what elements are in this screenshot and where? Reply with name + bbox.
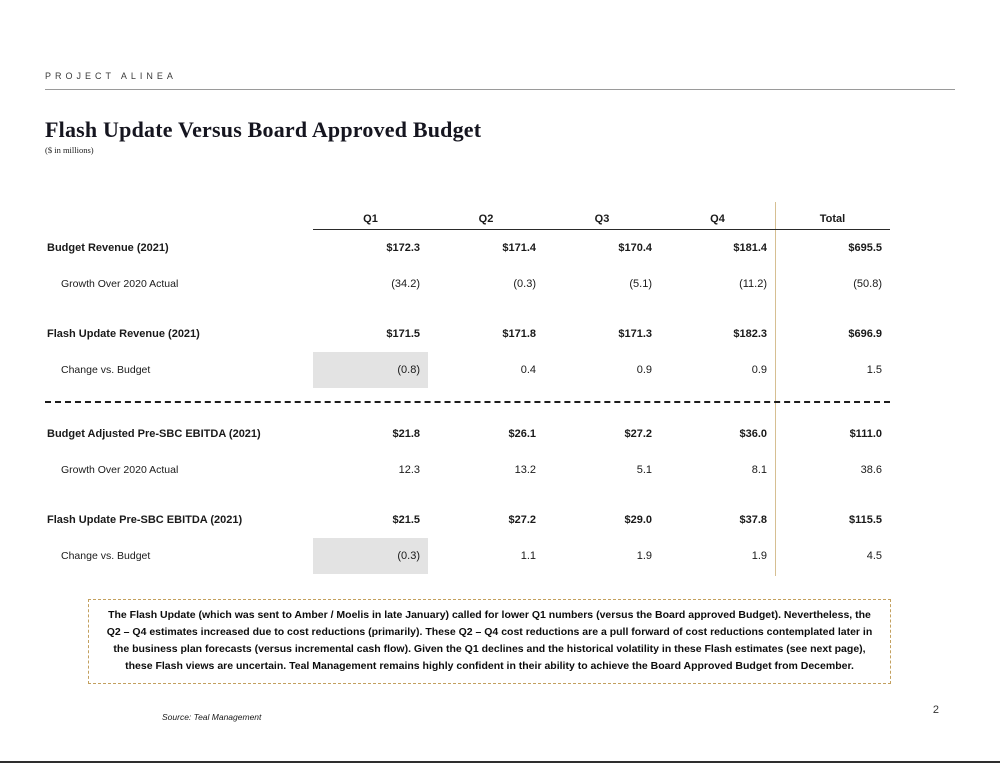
column-header-q4: Q4	[660, 202, 775, 230]
cell: $111.0	[849, 428, 882, 440]
cell: $21.5	[392, 514, 420, 526]
table-row-change-vs-budget-revenue	[45, 352, 890, 388]
cell: $172.3	[386, 242, 420, 254]
table-row-flash-ebitda	[45, 502, 890, 538]
cell: 13.2	[514, 464, 536, 476]
row-label: Budget Revenue (2021)	[47, 242, 169, 254]
header-divider	[45, 89, 955, 90]
cell: $27.2	[508, 514, 536, 526]
cell: (34.2)	[391, 278, 420, 290]
row-label: Change vs. Budget	[61, 364, 151, 376]
section-dashed-divider	[45, 401, 890, 403]
row-label: Flash Update Pre-SBC EBITDA (2021)	[47, 514, 243, 526]
slide-footer	[45, 704, 955, 732]
cell: (50.8)	[853, 278, 882, 290]
cell: 4.5	[866, 550, 882, 562]
cell: $181.4	[733, 242, 767, 254]
cell: 12.3	[398, 464, 420, 476]
cell: 0.9	[636, 364, 652, 376]
cell: $37.8	[739, 514, 767, 526]
cell: $29.0	[624, 514, 652, 526]
slide-title: Flash Update Versus Board Approved Budget	[45, 117, 482, 142]
column-header-q1: Q1	[313, 202, 428, 230]
table-row-budget-ebitda	[45, 416, 890, 452]
cell: 1.5	[866, 364, 882, 376]
cell: (0.3)	[513, 278, 536, 290]
table-row-budget-revenue	[45, 230, 890, 266]
table-row-flash-revenue	[45, 316, 890, 352]
financial-table	[45, 202, 890, 574]
column-header-total: Total	[775, 202, 890, 230]
row-label: Growth Over 2020 Actual	[61, 464, 179, 476]
row-label: Budget Adjusted Pre-SBC EBITDA (2021)	[47, 428, 261, 440]
cell: 0.9	[751, 364, 767, 376]
table-row-growth-2020-revenue	[45, 266, 890, 302]
cell: $695.5	[848, 242, 882, 254]
header-spacer	[45, 202, 313, 230]
cell: $21.8	[392, 428, 420, 440]
cell: 0.4	[520, 364, 536, 376]
source-note: Source: Teal Management	[162, 712, 262, 722]
cell-highlighted: (0.3)	[313, 538, 428, 574]
table-row-change-vs-budget-ebitda	[45, 538, 890, 574]
cell: 5.1	[636, 464, 652, 476]
cell: $171.4	[502, 242, 536, 254]
cell: 1.1	[520, 550, 536, 562]
project-label: PROJECT ALINEA	[45, 71, 177, 81]
cell: $182.3	[733, 328, 767, 340]
commentary-text: The Flash Update (which was sent to Amber / Moelis in late January) called for lower Q1 numbers (versus the Board approved Budget). Nevertheless, the Q2 – Q4 estimates increased due to cost reductions (primarily). These Q2 – Q4 cost reductions are a pull forward of cost reductions contemplated later in the business plan forecasts (versus incremental cash flow). Given the Q1 declines and the historical volatility in these Flash estimates (see next page), these Flash views are uncertain. Teal Management remains highly confident in their ability to achieve the Board Approved Budget from December.	[106, 609, 873, 672]
cell: $27.2	[624, 428, 652, 440]
cell: $171.3	[618, 328, 652, 340]
cell-highlighted: (0.8)	[313, 352, 428, 388]
cell: $171.8	[502, 328, 536, 340]
cell: $171.5	[386, 328, 420, 340]
column-header-q2: Q2	[428, 202, 544, 230]
cell: $170.4	[618, 242, 652, 254]
cell: 1.9	[751, 550, 767, 562]
cell: $36.0	[739, 428, 767, 440]
table-row-growth-2020-ebitda	[45, 452, 890, 488]
cell: 1.9	[636, 550, 652, 562]
cell: $26.1	[508, 428, 536, 440]
cell: 8.1	[751, 464, 767, 476]
row-label: Growth Over 2020 Actual	[61, 278, 179, 290]
table-header-row	[45, 202, 890, 230]
cell: $115.5	[848, 514, 882, 526]
cell: (5.1)	[629, 278, 652, 290]
column-header-q3: Q3	[544, 202, 660, 230]
row-label: Flash Update Revenue (2021)	[47, 328, 200, 340]
cell: $696.9	[848, 328, 882, 340]
row-label: Change vs. Budget	[61, 550, 151, 562]
commentary-box	[88, 599, 891, 684]
units-note: ($ in millions)	[45, 145, 94, 155]
cell: (11.2)	[739, 278, 767, 290]
page-number: 2	[932, 704, 939, 716]
cell: 38.6	[860, 464, 882, 476]
bottom-rule	[0, 761, 1000, 763]
